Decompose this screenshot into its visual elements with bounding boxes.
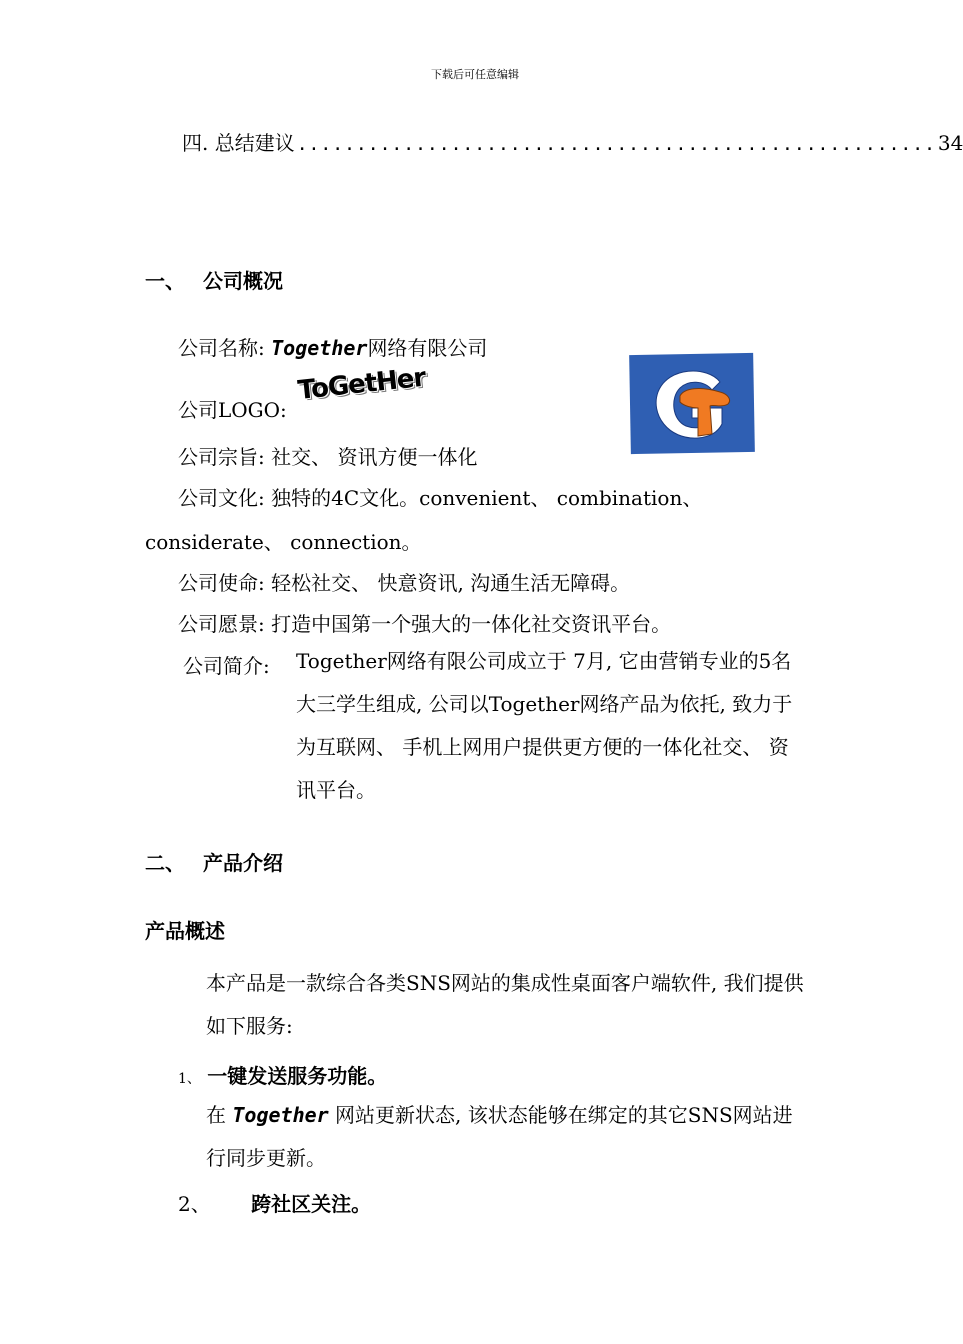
section-title: 公司概况	[203, 269, 283, 293]
service-item-2-heading	[178, 1188, 371, 1217]
toc-leader-dots: ......................................................	[296, 134, 936, 155]
section-heading-company	[145, 265, 283, 294]
company-intro-text: Together网络有限公司成立于 7月, 它由营销专业的5名大三学生组成, 公司以Together网络产品为依托, 致力于为互联网、 手机上网用户提供更方便的一体化社交、 资讯平台。	[296, 649, 793, 802]
section-title: 产品介绍	[203, 851, 283, 875]
company-mission: 公司使命: 轻松社交、 快意资讯, 沟通生活无障碍。	[178, 571, 631, 595]
service-item-1-description	[206, 1094, 806, 1180]
company-logo-label: 公司LOGO:	[178, 398, 287, 422]
service-item-title: 跨社区关注。	[251, 1192, 372, 1216]
toc-label: 四. 总结建议	[182, 131, 295, 155]
company-name-text: 网络有限公司	[367, 336, 488, 360]
product-overview: 本产品是一款综合各类SNS网站的集成性桌面客户端软件, 我们提供如下服务:	[206, 971, 804, 1038]
toc-entry[interactable]	[182, 127, 963, 156]
company-vision: 公司愿景: 打造中国第一个强大的一体化社交资讯平台。	[178, 612, 672, 636]
company-purpose: 公司宗旨: 社交、 资讯方便一体化	[178, 445, 478, 469]
company-name-label: 公司名称:	[178, 336, 265, 360]
service-text-prefix: 在	[206, 1103, 226, 1127]
service-item-title: 一键发送服务功能。	[207, 1064, 388, 1088]
company-culture-line2: considerate、 connection。	[145, 530, 422, 554]
section-number: 一、	[145, 269, 185, 293]
service-brand: Together	[232, 1103, 329, 1127]
company-name-line	[178, 332, 487, 361]
section-number: 二、	[145, 851, 185, 875]
company-brand: Together	[271, 336, 368, 360]
section-heading-product	[145, 847, 283, 876]
service-item-number: 1、	[178, 1071, 201, 1087]
subsection-heading: 产品概述	[145, 919, 225, 943]
toc-page-number: 34	[937, 131, 963, 155]
service-text: 网站更新状态, 该状态能够在绑定的其它SNS网站进行同步更新。	[206, 1103, 793, 1170]
together-wordmark-logo: ToGetHer	[296, 362, 427, 406]
company-culture-line1: 公司文化: 独特的4C文化。convenient、 combination、	[178, 486, 703, 510]
page-header-note: 下载后可任意编辑	[431, 68, 519, 81]
service-item-1-heading	[178, 1060, 387, 1089]
service-item-number: 2、	[178, 1192, 211, 1216]
company-intro-label: 公司简介:	[183, 654, 270, 678]
company-logo-icon	[628, 352, 756, 455]
